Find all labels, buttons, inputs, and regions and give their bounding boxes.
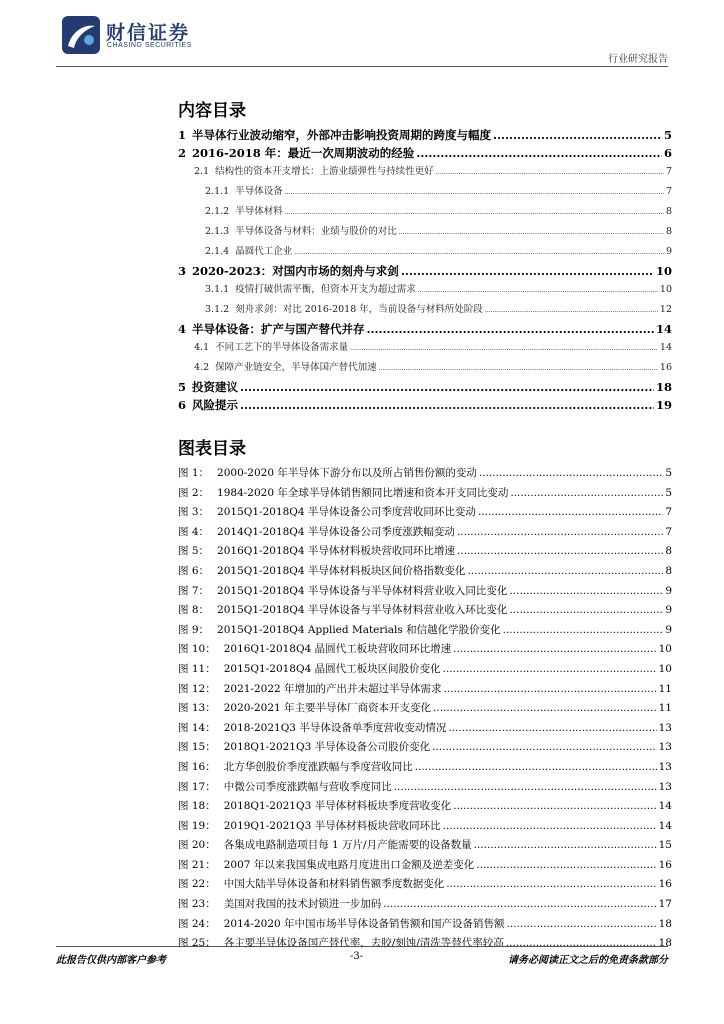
- figure-entry[interactable]: [178, 837, 672, 857]
- leader-dots: [394, 781, 657, 793]
- leader-dots: [506, 937, 657, 949]
- figure-entry-number: 图 13：: [178, 702, 216, 715]
- figure-entry-page: 13: [658, 760, 672, 773]
- figure-entry-number: 图 11：: [178, 662, 216, 675]
- figure-entry-number: 图 15：: [178, 741, 216, 754]
- toc-entry-number: 3: [178, 264, 187, 278]
- figure-entry-number: 图 3：: [178, 506, 210, 519]
- toc-entry[interactable]: [178, 397, 672, 415]
- figure-entry[interactable]: [178, 504, 672, 524]
- figure-entry-text: 中国大陆半导体设备和材料销售额季度数据变化: [223, 878, 445, 891]
- leader-dots: [285, 186, 664, 197]
- toc-entry[interactable]: [178, 145, 672, 163]
- leader-dots: [415, 761, 657, 773]
- toc-entry-number: 6: [178, 398, 187, 412]
- toc-entry[interactable]: [178, 263, 672, 281]
- figure-entry[interactable]: [178, 818, 672, 838]
- figure-entry-text: 2015Q1-2018Q4 晶圆代工板块区间股价变化: [223, 662, 441, 675]
- leader-dots: [436, 166, 664, 177]
- figure-entry-text: 2015Q1-2018Q4 半导体材料板块区间价格指数变化: [217, 564, 466, 577]
- header-divider: [56, 66, 668, 67]
- leader-dots: [367, 322, 654, 336]
- toc-entry-page: 10: [655, 264, 672, 278]
- figure-entry-number: 图 5：: [178, 545, 210, 558]
- figure-entry-number: 图 8：: [178, 604, 210, 617]
- leader-dots: [443, 663, 657, 675]
- figure-entry-number: 图 16：: [178, 760, 216, 773]
- leader-dots: [509, 585, 663, 597]
- figure-entry[interactable]: [178, 661, 672, 681]
- figure-entry-page: 14: [658, 800, 672, 813]
- toc-entry-page: 10: [659, 284, 672, 295]
- figure-entry-text: 2014-2020 年中国市场半导体设备销售额和国产设备销售额: [223, 917, 505, 930]
- toc-entry-number: 5: [178, 380, 187, 394]
- figure-entry-number: 图 21：: [178, 858, 216, 871]
- toc-list: [178, 127, 672, 415]
- leader-dots: [285, 206, 664, 217]
- footer-notice: 请务必阅读正文之后的免责条款部分: [508, 955, 668, 966]
- toc-entry-number: 2.1: [194, 166, 210, 177]
- toc-entry[interactable]: [178, 339, 672, 359]
- toc-title: 内容目录: [178, 101, 246, 121]
- figure-entry-text: 2020-2021 年主要半导体厂商资本开支变化: [223, 702, 432, 715]
- leader-dots: [485, 304, 658, 315]
- figure-entry-text: 各主要半导体设备国产替代率，去胶/刻蚀/清洗等替代率较高: [223, 937, 504, 950]
- figure-entry[interactable]: [178, 641, 672, 661]
- leader-dots: [493, 128, 662, 142]
- toc-entry-number: 2: [178, 146, 187, 160]
- figure-entry-page: 5: [665, 486, 672, 499]
- figure-entry[interactable]: [178, 465, 672, 485]
- toc-entry-page: 6: [663, 146, 672, 160]
- figure-entry-text: 美国对我国的技术封锁进一步加码: [223, 898, 382, 911]
- figure-entry-page: 7: [665, 506, 672, 519]
- figure-entry-text: 1984-2020 年全球半导体销售额同比增速和资本开支同比变动: [217, 486, 509, 499]
- figure-entry-page: 16: [658, 878, 672, 891]
- leader-dots: [444, 683, 657, 695]
- figure-entry[interactable]: [178, 563, 672, 583]
- toc-entry[interactable]: [178, 243, 672, 263]
- leader-dots: [453, 800, 657, 812]
- leader-dots: [509, 604, 663, 616]
- toc-entry-page: 14: [655, 322, 672, 336]
- figure-entry-page: 9: [665, 604, 672, 617]
- toc-entry-text: 不同工艺下的半导体设备需求量: [215, 342, 349, 353]
- figure-entry-text: 2018-2021Q3 半导体设备单季度营收变动情况: [223, 721, 447, 734]
- figure-entry[interactable]: [178, 622, 672, 642]
- page-header: [0, 0, 724, 66]
- leader-dots: [350, 342, 658, 353]
- toc-entry-page: 8: [665, 226, 672, 237]
- leader-dots: [478, 506, 663, 518]
- leader-dots: [446, 878, 656, 890]
- toc-entry-page: 7: [665, 166, 672, 177]
- leader-dots: [467, 565, 663, 577]
- figure-entry-text: 中微公司季度涨跌幅与营收季度同比: [223, 780, 392, 793]
- leader-dots: [507, 918, 657, 930]
- toc-entry-number: 3.1.1: [205, 284, 230, 295]
- figure-entry-page: 14: [658, 819, 672, 832]
- page-number: -3-: [350, 951, 364, 962]
- leader-dots: [432, 741, 657, 753]
- figure-entry[interactable]: [178, 739, 672, 759]
- figure-entry-page: 18: [658, 937, 672, 950]
- toc-entry-number: 4.2: [194, 362, 210, 373]
- figure-entry-number: 图 18：: [178, 800, 216, 813]
- figure-entry-text: 2021-2022 年增加的产出并未超过半导体需求: [223, 682, 442, 695]
- figure-entry-page: 11: [658, 682, 672, 695]
- leader-dots: [474, 839, 657, 851]
- leader-dots: [379, 362, 658, 373]
- figure-entry-page: 13: [658, 780, 672, 793]
- toc-entry-text: 半导体设备: [235, 186, 283, 197]
- toc-entry-page: 9: [665, 246, 672, 257]
- leader-dots: [240, 380, 654, 394]
- figure-entry-text: 2018Q1-2021Q3 半导体材料板块季度营收变化: [223, 800, 452, 813]
- toc-entry-text: 半导体设备与材料：业绩与股价的对比: [235, 226, 397, 237]
- figure-entry-number: 图 20：: [178, 839, 216, 852]
- toc-entry-page: 12: [659, 304, 672, 315]
- toc-entry-number: 4: [178, 322, 187, 336]
- figure-entry-text: 2019Q1-2021Q3 半导体材料板块营收同环比: [223, 819, 441, 832]
- figure-entry[interactable]: [178, 720, 672, 740]
- toc-entry-text: 半导体材料: [235, 206, 283, 217]
- leader-dots: [479, 467, 663, 479]
- figure-entry-page: 8: [665, 545, 672, 558]
- figure-entry-number: 图 19：: [178, 819, 216, 832]
- toc-entry[interactable]: [178, 281, 672, 301]
- figure-entry-page: 17: [658, 898, 672, 911]
- figure-entry-number: 图 9：: [178, 623, 210, 636]
- figure-entry-page: 13: [658, 741, 672, 754]
- toc-entry-number: 2.1.4: [205, 246, 230, 257]
- figure-entry-page: 9: [665, 623, 672, 636]
- figure-entry-page: 18: [658, 917, 672, 930]
- figure-entry[interactable]: [178, 543, 672, 563]
- figure-entry-number: 图 7：: [178, 584, 210, 597]
- figure-entry-number: 图 4：: [178, 525, 210, 538]
- figure-entry-number: 图 12：: [178, 682, 216, 695]
- figure-entry-page: 7: [665, 525, 672, 538]
- toc-entry-page: 18: [655, 380, 672, 394]
- leader-dots: [416, 146, 662, 160]
- figures-list: [178, 465, 672, 955]
- figure-entry-number: 图 14：: [178, 721, 216, 734]
- figure-entry-text: 2015Q1-2018Q4 半导体设备与半导体材料营业收入同比变化: [217, 584, 508, 597]
- toc-entry-text: 疫情打破供需平衡，但资本开支为超过需求: [235, 284, 416, 295]
- figure-entry-page: 13: [658, 721, 672, 734]
- company-name-en: CHASING SECURITIES: [107, 42, 192, 49]
- toc-entry-text: 风险提示: [192, 398, 239, 412]
- figure-entry-number: 图 6：: [178, 564, 210, 577]
- toc-entry-number: 2.1.3: [205, 226, 230, 237]
- figure-entry-text: 2016Q1-2018Q4 半导体材料板块营收同环比增速: [217, 545, 455, 558]
- toc-entry[interactable]: [178, 359, 672, 379]
- toc-entry[interactable]: [178, 203, 672, 223]
- figure-entry-text: 2015Q1-2018Q4 半导体设备与半导体材料营业收入环比变化: [217, 604, 508, 617]
- figure-entry-page: 8: [665, 564, 672, 577]
- toc-entry[interactable]: [178, 379, 672, 397]
- figure-entry[interactable]: [178, 524, 672, 544]
- toc-entry-text: 保障产业链安全，半导体国产替代加速: [215, 362, 377, 373]
- figure-entry-page: 15: [658, 839, 672, 852]
- figure-entry-number: 图 23：: [178, 898, 216, 911]
- toc-entry-page: 19: [655, 398, 672, 412]
- toc-entry-text: 晶圆代工企业: [235, 246, 293, 257]
- leader-dots: [476, 859, 656, 871]
- figure-entry[interactable]: [178, 779, 672, 799]
- toc-entry-text: 投资建议: [192, 380, 239, 394]
- leader-dots: [510, 487, 663, 499]
- figure-entry[interactable]: [178, 896, 672, 916]
- leader-dots: [383, 898, 656, 910]
- figure-entry-text: 2018Q1-2021Q3 半导体设备公司股价变化: [223, 741, 431, 754]
- toc-entry[interactable]: [178, 321, 672, 339]
- figure-entry-text: 2015Q1-2018Q4 Applied Materials 和信越化学股价变化: [217, 623, 501, 636]
- figure-entry-text: 北方华创股价季度涨跌幅与季度营收同比: [223, 760, 413, 773]
- leader-dots: [448, 722, 656, 734]
- toc-entry-number: 4.1: [194, 342, 210, 353]
- chasing-securities-logo-icon: [62, 16, 100, 54]
- toc-entry[interactable]: [178, 163, 672, 183]
- figure-entry-number: 图 10：: [178, 643, 216, 656]
- figure-entry-page: 10: [658, 662, 672, 675]
- toc-entry[interactable]: [178, 223, 672, 243]
- leader-dots: [240, 398, 654, 412]
- toc-entry[interactable]: [178, 183, 672, 203]
- figures-title: 图表目录: [178, 439, 246, 459]
- figure-entry-number: 图 22：: [178, 878, 216, 891]
- figure-entry-text: 2014Q1-2018Q4 半导体设备公司季度涨跌幅变动: [217, 525, 455, 538]
- leader-dots: [453, 643, 657, 655]
- toc-entry-text: 刻舟求剑：对比 2016-2018 年，当前设备与材料所处阶段: [235, 304, 483, 315]
- figure-entry-text: 2007 年以来我国集成电路月度进出口金额及逆差变化: [223, 858, 475, 871]
- leader-dots: [294, 246, 664, 257]
- figure-entry-text: 2016Q1-2018Q4 晶圆代工板块营收同环比增速: [223, 643, 452, 656]
- figure-entry[interactable]: [178, 876, 672, 896]
- toc-entry-page: 16: [659, 362, 672, 373]
- leader-dots: [401, 264, 654, 278]
- toc-entry[interactable]: [178, 127, 672, 145]
- figure-entry-number: 图 24：: [178, 917, 216, 930]
- toc-entry-text: 结构性的资本开支增长：上游业绩弹性与持续性更好: [215, 166, 434, 177]
- figure-entry-page: 11: [658, 702, 672, 715]
- figure-entry[interactable]: [178, 798, 672, 818]
- leader-dots: [433, 702, 657, 714]
- figure-entry-number: 图 1：: [178, 467, 210, 479]
- figure-entry-page: 10: [658, 643, 672, 656]
- toc-entry-page: 5: [663, 128, 672, 142]
- figure-entry[interactable]: [178, 857, 672, 877]
- footer-divider: [56, 946, 668, 947]
- leader-dots: [443, 820, 657, 832]
- figure-entry[interactable]: [178, 583, 672, 603]
- figure-entry-number: 图 2：: [178, 486, 210, 499]
- leader-dots: [418, 284, 658, 295]
- toc-entry-text: 2016-2018 年：最近一次周期波动的经验: [192, 146, 415, 160]
- figure-entry-number: 图 25：: [178, 937, 216, 950]
- toc-entry-text: 半导体行业波动缩窄，外部冲击影响投资周期的跨度与幅度: [192, 128, 492, 142]
- toc-entry-page: 8: [665, 206, 672, 217]
- leader-dots: [457, 526, 663, 538]
- toc-entry-text: 2020-2023：对国内市场的刻舟与求剑: [192, 264, 399, 278]
- figure-entry[interactable]: [178, 700, 672, 720]
- leader-dots: [399, 226, 664, 237]
- figure-entry-page: 16: [658, 858, 672, 871]
- figure-entry-text: 各集成电路制造项目每 1 万片/月产能需要的设备数量: [223, 839, 472, 852]
- figure-entry[interactable]: [178, 602, 672, 622]
- figure-entry[interactable]: [178, 681, 672, 701]
- figure-entry-number: 图 17：: [178, 780, 216, 793]
- toc-entry-number: 2.1.1: [205, 186, 230, 197]
- footer-disclaimer: 此报告仅供内部客户参考: [56, 955, 166, 966]
- leader-dots: [457, 545, 663, 557]
- figure-entry-page: 5: [665, 467, 672, 479]
- figure-entry-page: 9: [665, 584, 672, 597]
- toc-entry-number: 1: [178, 128, 187, 142]
- figure-entry[interactable]: [178, 759, 672, 779]
- figure-entry[interactable]: [178, 485, 672, 505]
- toc-entry-page: 7: [665, 186, 672, 197]
- figure-entry[interactable]: [178, 916, 672, 936]
- figure-entry-text: 2000-2020 年半导体下游分布以及所占销售份额的变动: [217, 467, 477, 479]
- report-type-label: 行业研究报告: [608, 54, 668, 65]
- toc-entry-number: 3.1.2: [205, 304, 230, 315]
- toc-entry-number: 2.1.2: [205, 206, 230, 217]
- leader-dots: [503, 624, 664, 636]
- toc-entry-page: 14: [659, 342, 672, 353]
- toc-entry-text: 半导体设备：扩产与国产替代并存: [192, 322, 365, 336]
- company-name-cn: 财信证券: [106, 22, 191, 44]
- toc-entry[interactable]: [178, 301, 672, 321]
- figure-entry-text: 2015Q1-2018Q4 半导体设备公司季度营收同环比变动: [217, 506, 476, 519]
